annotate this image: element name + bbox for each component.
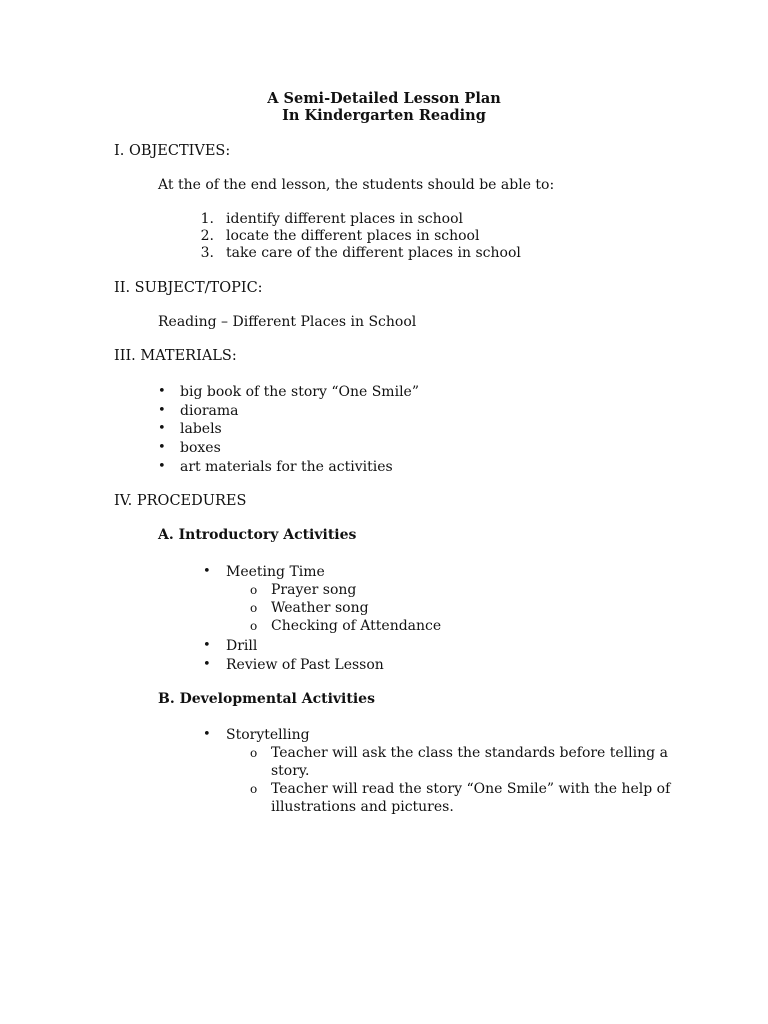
objective-item: take care of the different places in school: [226, 245, 521, 261]
document-title: A Semi-Detailed Lesson Plan: [267, 90, 501, 107]
objective-number: 1.: [200, 211, 214, 227]
sub-activity-item: Prayer song: [271, 582, 357, 598]
bullet-icon: •: [203, 564, 211, 579]
material-item: art materials for the activities: [180, 459, 393, 475]
bullet-icon: •: [203, 727, 211, 742]
objective-item: identify different places in school: [226, 211, 463, 227]
procedures-heading: IV. PROCEDURES: [114, 493, 247, 509]
bullet-icon: •: [158, 384, 166, 399]
material-item: diorama: [180, 403, 239, 419]
introductory-activities-heading: A. Introductory Activities: [158, 527, 357, 543]
activity-item: Drill: [226, 638, 258, 654]
sub-activity-item: Checking of Attendance: [271, 618, 442, 634]
activity-item: Meeting Time: [226, 564, 325, 580]
materials-heading: III. MATERIALS:: [114, 348, 237, 364]
bullet-icon: •: [203, 638, 211, 653]
subject-text: Reading – Different Places in School: [158, 314, 417, 330]
objective-number: 3.: [200, 245, 214, 261]
objective-number: 2.: [200, 228, 214, 244]
circle-bullet-icon: o: [250, 746, 258, 760]
activity-item: Storytelling: [226, 727, 310, 743]
bullet-icon: •: [158, 421, 166, 436]
sub-activity-item-continued: illustrations and pictures.: [271, 799, 454, 815]
sub-activity-item-continued: story.: [271, 763, 310, 779]
sub-activity-item: Weather song: [271, 600, 369, 616]
developmental-activities-heading: B. Developmental Activities: [158, 691, 375, 707]
bullet-icon: •: [158, 403, 166, 418]
objectives-intro: At the of the end lesson, the students should be able to:: [158, 177, 555, 193]
objective-item: locate the different places in school: [226, 228, 480, 244]
bullet-icon: •: [203, 657, 211, 672]
activity-item: Review of Past Lesson: [226, 657, 384, 673]
material-item: labels: [180, 421, 222, 437]
circle-bullet-icon: o: [250, 782, 258, 796]
subject-heading: II. SUBJECT/TOPIC:: [114, 280, 263, 296]
circle-bullet-icon: o: [250, 583, 258, 597]
document-subtitle: In Kindergarten Reading: [282, 107, 486, 124]
bullet-icon: •: [158, 440, 166, 455]
sub-activity-item: Teacher will ask the class the standards before telling a: [271, 745, 668, 761]
bullet-icon: •: [158, 459, 166, 474]
circle-bullet-icon: o: [250, 619, 258, 633]
objectives-heading: I. OBJECTIVES:: [114, 143, 231, 159]
material-item: boxes: [180, 440, 221, 456]
material-item: big book of the story “One Smile”: [180, 384, 419, 400]
sub-activity-item: Teacher will read the story “One Smile” with the help of: [271, 781, 671, 797]
circle-bullet-icon: o: [250, 601, 258, 615]
